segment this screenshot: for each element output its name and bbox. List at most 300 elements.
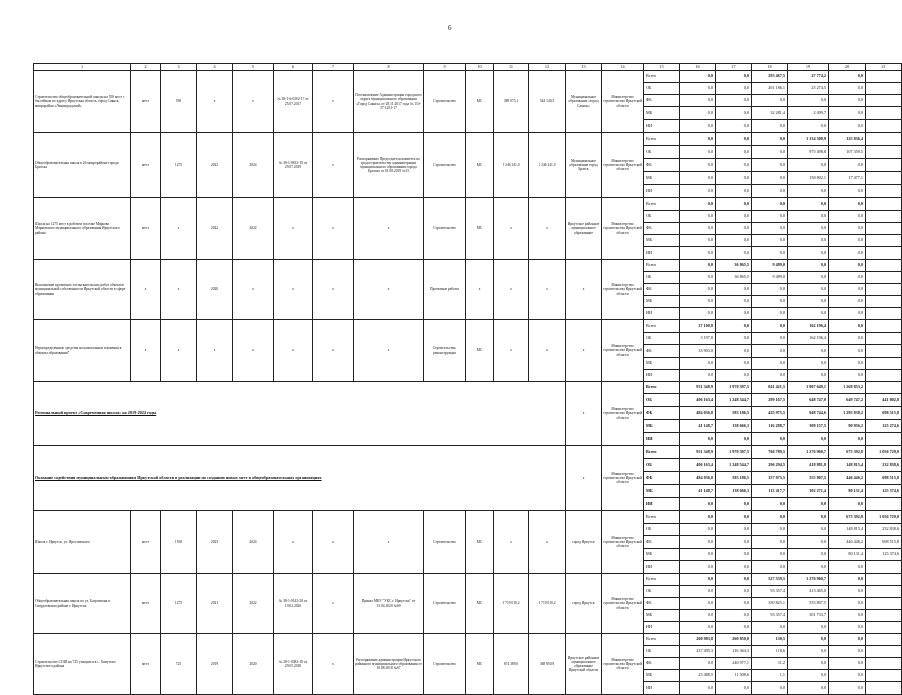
funding-source-cell: ОБ [644, 586, 680, 598]
amount-cell [866, 223, 902, 235]
amount-cell [866, 172, 902, 185]
amount-cell: 93 357,4 [752, 610, 788, 622]
table-cell: Министерство строительства Иркутской области [602, 634, 644, 695]
amount-cell: 0,0 [752, 211, 788, 223]
amount-cell: 527 539,5 [752, 574, 788, 586]
table-cell: Министерство строительства Иркутской области [602, 260, 644, 320]
funding-source-cell: ФБ [644, 536, 680, 549]
column-number-cell: 16 [680, 64, 716, 71]
amount-cell: 0,0 [716, 198, 752, 211]
table-cell: 1 719 010,2 [529, 574, 566, 634]
funding-source-cell: ОБ [644, 524, 680, 536]
table-cell: x [274, 320, 313, 382]
table-cell: Иркутское районное муниципальное образование Иркутской области [566, 634, 602, 695]
amount-cell [866, 146, 902, 159]
amount-cell: 260 850,0 [716, 634, 752, 646]
table-cell: x [313, 320, 354, 382]
amount-cell: 1 276 960,7 [788, 574, 829, 586]
amount-cell: 555 807,5 [788, 598, 829, 610]
amount-cell: 0,0 [752, 433, 788, 446]
amount-cell: 36 865,5 [716, 272, 752, 284]
amount-cell: 17 477,1 [829, 172, 866, 185]
table-row [34, 446, 902, 459]
amount-cell: 0,0 [752, 172, 788, 185]
amount-cell: 0,0 [680, 120, 716, 133]
amount-cell: 0,0 [680, 133, 716, 146]
amount-cell: 0,0 [788, 658, 829, 670]
amount-cell: 93 357,4 [752, 586, 788, 598]
table-cell: Строительство [424, 511, 466, 574]
amount-cell: 0,0 [680, 498, 716, 511]
amount-cell: 0,0 [788, 433, 829, 446]
funding-source-cell: Всего [644, 133, 680, 146]
amount-cell: 0,0 [752, 308, 788, 320]
amount-cell: 0,0 [680, 159, 716, 172]
amount-cell: 0,0 [752, 345, 788, 358]
amount-cell: 0,0 [752, 146, 788, 159]
amount-cell: 0,0 [680, 561, 716, 574]
table-cell: 2023 [197, 511, 233, 574]
table-row [34, 382, 902, 394]
amount-cell: 0,0 [680, 524, 716, 536]
funding-source-cell: ФБ [644, 658, 680, 670]
table-cell: x [566, 260, 602, 320]
funding-source-cell: МБ [644, 107, 680, 120]
section-title: Региональный проект «Современная школа» на 2019-2024 годы [34, 382, 566, 446]
amount-cell: 0,0 [716, 498, 752, 511]
funding-source-cell: МБ [644, 670, 680, 682]
funding-source-cell: ФБ [644, 472, 680, 485]
table-cell: мест [131, 511, 161, 574]
table-cell: x [566, 382, 602, 446]
amount-cell: 116 364,3 [716, 646, 752, 658]
table-cell: x [529, 320, 566, 382]
table-cell: № 38-1-6-0202-17 от 25.07.2017 [274, 71, 313, 133]
amount-cell: 0,0 [829, 561, 866, 574]
funding-source-cell: ФБ [644, 345, 680, 358]
funding-source-cell: ОБ [644, 146, 680, 159]
funding-source-cell: МБ [644, 549, 680, 561]
amount-cell [866, 370, 902, 382]
table-cell: x [566, 446, 602, 511]
amount-cell: 698 515,8 [866, 472, 902, 485]
column-number-cell: 1 [34, 64, 131, 71]
funding-source-cell: Всего [644, 198, 680, 211]
funding-source-cell: ИИ [644, 682, 680, 695]
amount-cell: 80 131,4 [829, 485, 866, 498]
amount-cell: 0,0 [680, 223, 716, 235]
amount-cell: 23 488,5 [680, 670, 716, 682]
column-number-cell: 3 [161, 64, 197, 71]
funding-source-cell: ИИ [644, 370, 680, 382]
amount-cell: 0,0 [680, 260, 716, 272]
table-cell: Распоряжение администрации Иркутского районного муниципального образования от 10.08.2018 №67 [354, 634, 424, 695]
object-name-cell: Строительство общеобразовательной школы на 550 мест с бассейном по адресу Иркутская область, город Саянск, микрорайон «Ленинградский» [34, 71, 131, 133]
amount-cell [866, 433, 902, 446]
funding-source-cell: МБ [644, 485, 680, 498]
amount-cell [866, 95, 902, 107]
amount-cell: 90 956,2 [829, 420, 866, 433]
table-row [34, 511, 902, 524]
amount-cell: 9 489,0 [752, 260, 788, 272]
amount-cell: 766 789,5 [752, 446, 788, 459]
amount-cell: 0,0 [829, 107, 866, 120]
amount-cell: 0,0 [680, 172, 716, 185]
table-cell: 1275 [161, 133, 197, 198]
amount-cell: 0,0 [752, 524, 788, 536]
table-cell: 1 719 010,2 [494, 574, 529, 634]
object-name-cell: Школа г. Иркутск, ул. Ярославского [34, 511, 131, 574]
amount-cell [866, 382, 902, 394]
funding-source-cell: Всего [644, 634, 680, 646]
amount-cell: 0,0 [788, 198, 829, 211]
amount-cell: 0,0 [752, 370, 788, 382]
amount-cell: 948 744,6 [788, 407, 829, 420]
table-cell: 389 075,1 [494, 71, 529, 133]
amount-cell: 0,0 [716, 146, 752, 159]
amount-cell: 0,0 [716, 561, 752, 574]
amount-cell: 0,0 [829, 682, 866, 695]
table-cell: x [494, 260, 529, 320]
amount-cell: 0,0 [716, 358, 752, 370]
amount-cell: 158 802,1 [788, 172, 829, 185]
table-cell: 2019 [197, 634, 233, 695]
amount-cell: 0,0 [680, 308, 716, 320]
table-row [34, 574, 902, 586]
table-cell: мест [131, 634, 161, 695]
table-row [34, 133, 902, 146]
table-cell: x [529, 511, 566, 574]
amount-cell: 113 417,7 [752, 485, 788, 498]
amount-cell: 1 276 960,7 [788, 446, 829, 459]
table-cell: x [233, 260, 274, 320]
table-cell: x [233, 320, 274, 382]
amount-cell: 0,0 [788, 370, 829, 382]
amount-cell: 32 281,4 [752, 107, 788, 120]
amount-cell: 302 271,4 [788, 485, 829, 498]
table-cell: x [313, 71, 354, 133]
amount-cell: 1 248 544,7 [716, 459, 752, 472]
table-cell: x [313, 574, 354, 634]
amount-cell: 446 446,2 [829, 536, 866, 549]
funding-source-cell: ФБ [644, 95, 680, 107]
amount-cell: 698 515,8 [866, 407, 902, 420]
amount-cell: 649 747,2 [829, 394, 866, 407]
amount-cell: 0,0 [829, 598, 866, 610]
funding-source-cell: ИИ [644, 561, 680, 574]
amount-cell: 0,0 [788, 549, 829, 561]
table-cell: 725 [161, 634, 197, 695]
table-cell: x [354, 511, 424, 574]
table-cell: x [161, 198, 197, 260]
amount-cell: 0,0 [829, 235, 866, 247]
amount-cell: 975 498,8 [788, 146, 829, 159]
amount-cell: 0,0 [680, 622, 716, 634]
amount-cell [866, 610, 902, 622]
amount-cell: 484 036,8 [680, 472, 716, 485]
funding-source-cell: ОБ [644, 333, 680, 345]
amount-cell: 116 288,7 [752, 420, 788, 433]
amount-cell: 0,0 [752, 333, 788, 345]
funding-source-cell: МБ [644, 420, 680, 433]
amount-cell: 583 186,5 [716, 407, 752, 420]
amount-cell: 0,0 [829, 658, 866, 670]
amount-cell: 0,0 [680, 284, 716, 296]
amount-cell: 0,0 [788, 358, 829, 370]
column-number-cell: 11 [494, 64, 529, 71]
amount-cell: 0,0 [716, 172, 752, 185]
table-cell: Строительство [424, 133, 466, 198]
amount-cell: 11,2 [752, 658, 788, 670]
amount-cell: 0,0 [829, 198, 866, 211]
table-row [34, 260, 902, 272]
table-cell: МС [466, 320, 494, 382]
amount-cell: 0,0 [716, 333, 752, 345]
amount-cell: 0,0 [829, 284, 866, 296]
amount-cell: 0,0 [829, 433, 866, 446]
amount-cell: 80 131,4 [829, 549, 866, 561]
amount-cell [866, 272, 902, 284]
amount-cell: 309 157,5 [788, 420, 829, 433]
amount-cell: 0,0 [680, 185, 716, 198]
column-number-cell: 20 [829, 64, 866, 71]
amount-cell: 138 666,3 [716, 485, 752, 498]
amount-cell: 0,0 [716, 682, 752, 695]
table-cell: МС [466, 634, 494, 695]
table-cell: Проектные работы [424, 260, 466, 320]
amount-cell: 0,0 [752, 511, 788, 524]
amount-cell: 107 359,5 [829, 146, 866, 159]
amount-cell: 648 747,0 [788, 394, 829, 407]
funding-source-cell: ФБ [644, 598, 680, 610]
funding-source-cell: ИИ [644, 120, 680, 133]
funding-source-cell: Всего [644, 260, 680, 272]
table-cell: город Иркутск [566, 511, 602, 574]
amount-cell: 0,0 [752, 358, 788, 370]
funding-source-cell: Всего [644, 446, 680, 459]
amount-cell: 148 815,4 [829, 524, 866, 536]
amount-cell: 0,0 [680, 682, 716, 695]
table-cell: 2020 [197, 260, 233, 320]
amount-cell: 0,0 [752, 296, 788, 308]
amount-cell: 0,0 [829, 185, 866, 198]
amount-cell: 162 196,4 [788, 333, 829, 345]
funding-source-cell: ФБ [644, 407, 680, 420]
amount-cell: 1 268 853,2 [829, 382, 866, 394]
amount-cell: 0,0 [716, 120, 752, 133]
amount-cell: 0,0 [716, 536, 752, 549]
amount-cell [866, 235, 902, 247]
amount-cell: 0,0 [716, 71, 752, 83]
amount-cell: 0,0 [716, 223, 752, 235]
amount-cell: 0,0 [788, 247, 829, 260]
table-cell: x [529, 260, 566, 320]
amount-cell: 0,0 [680, 83, 716, 95]
table-cell: 2022 [197, 133, 233, 198]
amount-cell [866, 682, 902, 695]
table-cell: x [313, 198, 354, 260]
funding-source-cell: ИИ [644, 247, 680, 260]
table-cell: 550 [161, 71, 197, 133]
amount-cell: 0,0 [680, 296, 716, 308]
amount-cell [866, 296, 902, 308]
amount-cell: 0,0 [680, 198, 716, 211]
amount-cell [866, 159, 902, 172]
column-number-cell: 14 [602, 64, 644, 71]
amount-cell: 0,0 [716, 211, 752, 223]
amount-cell: 0,0 [829, 370, 866, 382]
table-cell: мест [131, 71, 161, 133]
amount-cell: 0,0 [752, 133, 788, 146]
amount-cell: 125 836,4 [829, 133, 866, 146]
funding-source-cell: МБ [644, 358, 680, 370]
amount-cell: 0,0 [680, 71, 716, 83]
table-cell: Строительство [424, 634, 466, 695]
amount-cell: 583 186,5 [716, 472, 752, 485]
amount-cell: 0,0 [716, 433, 752, 446]
funding-source-cell: Всего [644, 320, 680, 333]
amount-cell: 0,0 [752, 120, 788, 133]
amount-cell: 0,0 [716, 345, 752, 358]
amount-cell: 125 374,6 [866, 549, 902, 561]
table-cell: x [354, 260, 424, 320]
amount-cell: 0,0 [752, 498, 788, 511]
amount-cell: 299 167,5 [752, 394, 788, 407]
table-cell: x [274, 511, 313, 574]
table-cell: МС [466, 71, 494, 133]
amount-cell: 0,0 [752, 622, 788, 634]
funding-source-cell: ИИ [644, 498, 680, 511]
amount-cell: 0,0 [680, 586, 716, 598]
amount-cell: 0,0 [680, 549, 716, 561]
amount-cell [866, 120, 902, 133]
amount-cell: 406 163,4 [680, 394, 716, 407]
column-number-cell: 10 [466, 64, 494, 71]
funding-source-cell: ИИ [644, 185, 680, 198]
amount-cell: 0,0 [788, 498, 829, 511]
amount-cell: 441 802,8 [866, 394, 902, 407]
amount-cell: 0,0 [829, 333, 866, 345]
table-cell: Министерство строительства Иркутской области [602, 71, 644, 133]
amount-cell: 0,0 [788, 524, 829, 536]
table-cell: Иркутское районное муниципальное образование [566, 198, 602, 260]
amount-cell: 0,0 [788, 308, 829, 320]
object-name-cell: Нераспределенные средства на капитальные вложения в объекты образования* [34, 320, 131, 382]
amount-cell: 0,0 [680, 107, 716, 120]
table-cell: x [274, 260, 313, 320]
amount-cell: 1 907 649,1 [788, 382, 829, 394]
table-cell: x [494, 511, 529, 574]
amount-cell: 931 348,9 [680, 446, 716, 459]
table-cell: 1550 [161, 511, 197, 574]
column-number-cell: 15 [644, 64, 680, 71]
table-cell: мест [131, 133, 161, 198]
amount-cell: 0,0 [752, 235, 788, 247]
column-number-cell: 7 [313, 64, 354, 71]
table-cell: x [197, 71, 233, 133]
table-cell: Министерство строительства Иркутской области [602, 446, 644, 511]
amount-cell: 296 294,5 [752, 459, 788, 472]
table-cell: 1 246 141,0 [529, 133, 566, 198]
amount-cell: 1 056 729,0 [866, 511, 902, 524]
funding-source-cell: Всего [644, 511, 680, 524]
amount-cell: 293 467,5 [752, 71, 788, 83]
column-number-cell: 18 [752, 64, 788, 71]
table-cell: Строительство [424, 574, 466, 634]
table-cell: 544 140,3 [529, 71, 566, 133]
table-cell: x [161, 320, 197, 382]
amount-cell: 0,0 [788, 120, 829, 133]
amount-cell [866, 646, 902, 658]
amount-cell: 0,0 [829, 498, 866, 511]
amount-cell: 0,0 [680, 358, 716, 370]
amount-cell: 0,0 [716, 549, 752, 561]
amount-cell: 0,0 [788, 296, 829, 308]
amount-cell [866, 622, 902, 634]
table-cell: Муниципальное образование город Братск [566, 133, 602, 198]
amount-cell: 0,0 [788, 511, 829, 524]
column-number-cell: 6 [274, 64, 313, 71]
table-cell: Строительство [424, 198, 466, 260]
amount-cell: 301 733,7 [788, 610, 829, 622]
funding-source-cell: ОБ [644, 459, 680, 472]
section-title: Оказание содействия муниципальным образованиям Иркутской области в реализации по созданию новых мест в общеобразовательных организациях [34, 446, 566, 511]
amount-cell: 0,0 [788, 345, 829, 358]
funding-source-cell: МБ [644, 610, 680, 622]
amount-cell: 0,0 [716, 320, 752, 333]
amount-cell: 0,0 [829, 610, 866, 622]
amount-cell [866, 284, 902, 296]
table-cell: Министерство строительства Иркутской области [602, 320, 644, 382]
table-row [34, 71, 902, 83]
amount-cell: 0,0 [680, 95, 716, 107]
amount-cell: 0,0 [752, 95, 788, 107]
amount-cell: 555 807,5 [788, 472, 829, 485]
amount-cell: 0,0 [716, 524, 752, 536]
amount-cell: 0,0 [752, 198, 788, 211]
amount-cell: 0,0 [788, 260, 829, 272]
column-number-cell: 17 [716, 64, 752, 71]
amount-cell: 0,0 [788, 536, 829, 549]
column-number-cell: 4 [197, 64, 233, 71]
amount-cell: 125 274,6 [866, 420, 902, 433]
table-row [34, 198, 902, 211]
amount-cell: 0,0 [829, 120, 866, 133]
amount-cell: 0,0 [829, 670, 866, 682]
amount-cell: 0,0 [680, 536, 716, 549]
amount-cell: 260 983,8 [680, 634, 716, 646]
amount-cell [866, 198, 902, 211]
amount-cell: 0,0 [716, 610, 752, 622]
amount-cell: 41 148,7 [680, 485, 716, 498]
amount-cell: 0,0 [680, 610, 716, 622]
table-cell: № 38-1-0142-20 от 19.02.2020 [274, 574, 313, 634]
table-cell: 1275 [161, 574, 197, 634]
amount-cell: 232 838,6 [866, 524, 902, 536]
column-number-cell: 5 [233, 64, 274, 71]
amount-cell: 0,0 [788, 159, 829, 172]
amount-cell: 0,0 [829, 95, 866, 107]
amount-cell: 0,0 [829, 223, 866, 235]
amount-cell: 0,0 [752, 549, 788, 561]
amount-cell: 11 508,6 [716, 670, 752, 682]
amount-cell: 0,0 [829, 634, 866, 646]
column-number-cell: 13 [566, 64, 602, 71]
table-cell: x [313, 133, 354, 198]
amount-cell [866, 670, 902, 682]
table-cell: x [131, 260, 161, 320]
funding-source-cell: Всего [644, 71, 680, 83]
